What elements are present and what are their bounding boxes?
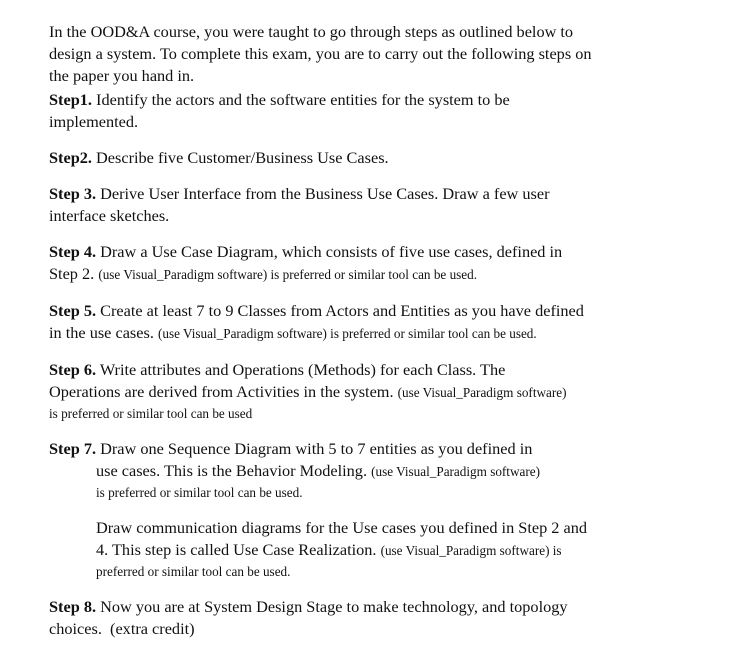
step-5-tool-note: (use Visual_Paradigm software) is preferred or similar tool can be used. <box>157 326 537 341</box>
step-7 <box>49 438 689 503</box>
communication-text: Draw communication diagrams for the Use cases you defined in Step 2 and <box>96 518 588 537</box>
step-6-tool-note: is preferred or similar tool can be used <box>49 406 253 421</box>
step-1-text: implemented. <box>49 112 139 131</box>
step-5-label: Step 5. <box>49 301 97 320</box>
step-4 <box>49 241 689 286</box>
step-5-text: in the use cases. <box>49 323 158 342</box>
step-6 <box>49 359 689 424</box>
step-4-tool-note: (use Visual_Paradigm software) is preferred or similar tool can be used. <box>98 267 478 282</box>
step-5 <box>49 300 689 345</box>
step-6-text: Write attributes and Operations (Methods) for each Class. The <box>96 360 506 379</box>
step-3-text: interface sketches. <box>49 206 170 225</box>
step-2-text: Describe five Customer/Business Use Cases. <box>91 148 389 167</box>
step-7-label: Step 7. <box>49 439 97 458</box>
step-7-tool-note: (use Visual_Paradigm software) <box>371 464 540 479</box>
intro-line: design a system. To complete this exam, you are to carry out the following steps on <box>49 44 592 63</box>
step-7-text: use cases. This is the Behavior Modeling. <box>96 461 372 480</box>
step-8 <box>49 596 689 640</box>
step-8-text: Now you are at System Design Stage to make technology, and topology <box>96 597 568 616</box>
intro-paragraph <box>49 21 689 87</box>
communication-tool-note: (use Visual_Paradigm software) is <box>380 543 562 558</box>
communication-text: 4. This step is called Use Case Realization. <box>96 540 381 559</box>
step-3-text: Derive User Interface from the Business Use Cases. Draw a few user <box>96 184 550 203</box>
step-7-communication <box>49 517 689 582</box>
step-3-label: Step 3. <box>49 184 97 203</box>
step-4-text: Step 2. <box>49 264 99 283</box>
step-6-label: Step 6. <box>49 360 97 379</box>
step-2-label: Step2. <box>49 148 92 167</box>
step-6-text: Operations are derived from Activities in the system. <box>49 382 398 401</box>
step-7-tool-note: is preferred or similar tool can be used. <box>96 485 303 500</box>
step-1 <box>49 89 689 133</box>
intro-line: In the OOD&A course, you were taught to go through steps as outlined below to <box>49 22 574 41</box>
step-8-label: Step 8. <box>49 597 97 616</box>
step-1-text: Identify the actors and the software entities for the system to be <box>91 90 510 109</box>
step-2 <box>49 147 689 169</box>
step-5-text: Create at least 7 to 9 Classes from Actors and Entities as you have defined <box>96 301 584 320</box>
step-4-text: Draw a Use Case Diagram, which consists of five use cases, defined in <box>96 242 563 261</box>
step-3 <box>49 183 689 227</box>
step-4-label: Step 4. <box>49 242 97 261</box>
intro-line: the paper you hand in. <box>49 66 195 85</box>
step-1-label: Step1. <box>49 90 92 109</box>
exam-instructions <box>49 21 689 654</box>
step-8-text: choices. (extra credit) <box>49 619 195 638</box>
communication-tool-note: preferred or similar tool can be used. <box>96 564 291 579</box>
step-7-text: Draw one Sequence Diagram with 5 to 7 entities as you defined in <box>96 439 533 458</box>
step-6-tool-note: (use Visual_Paradigm software) <box>397 385 567 400</box>
